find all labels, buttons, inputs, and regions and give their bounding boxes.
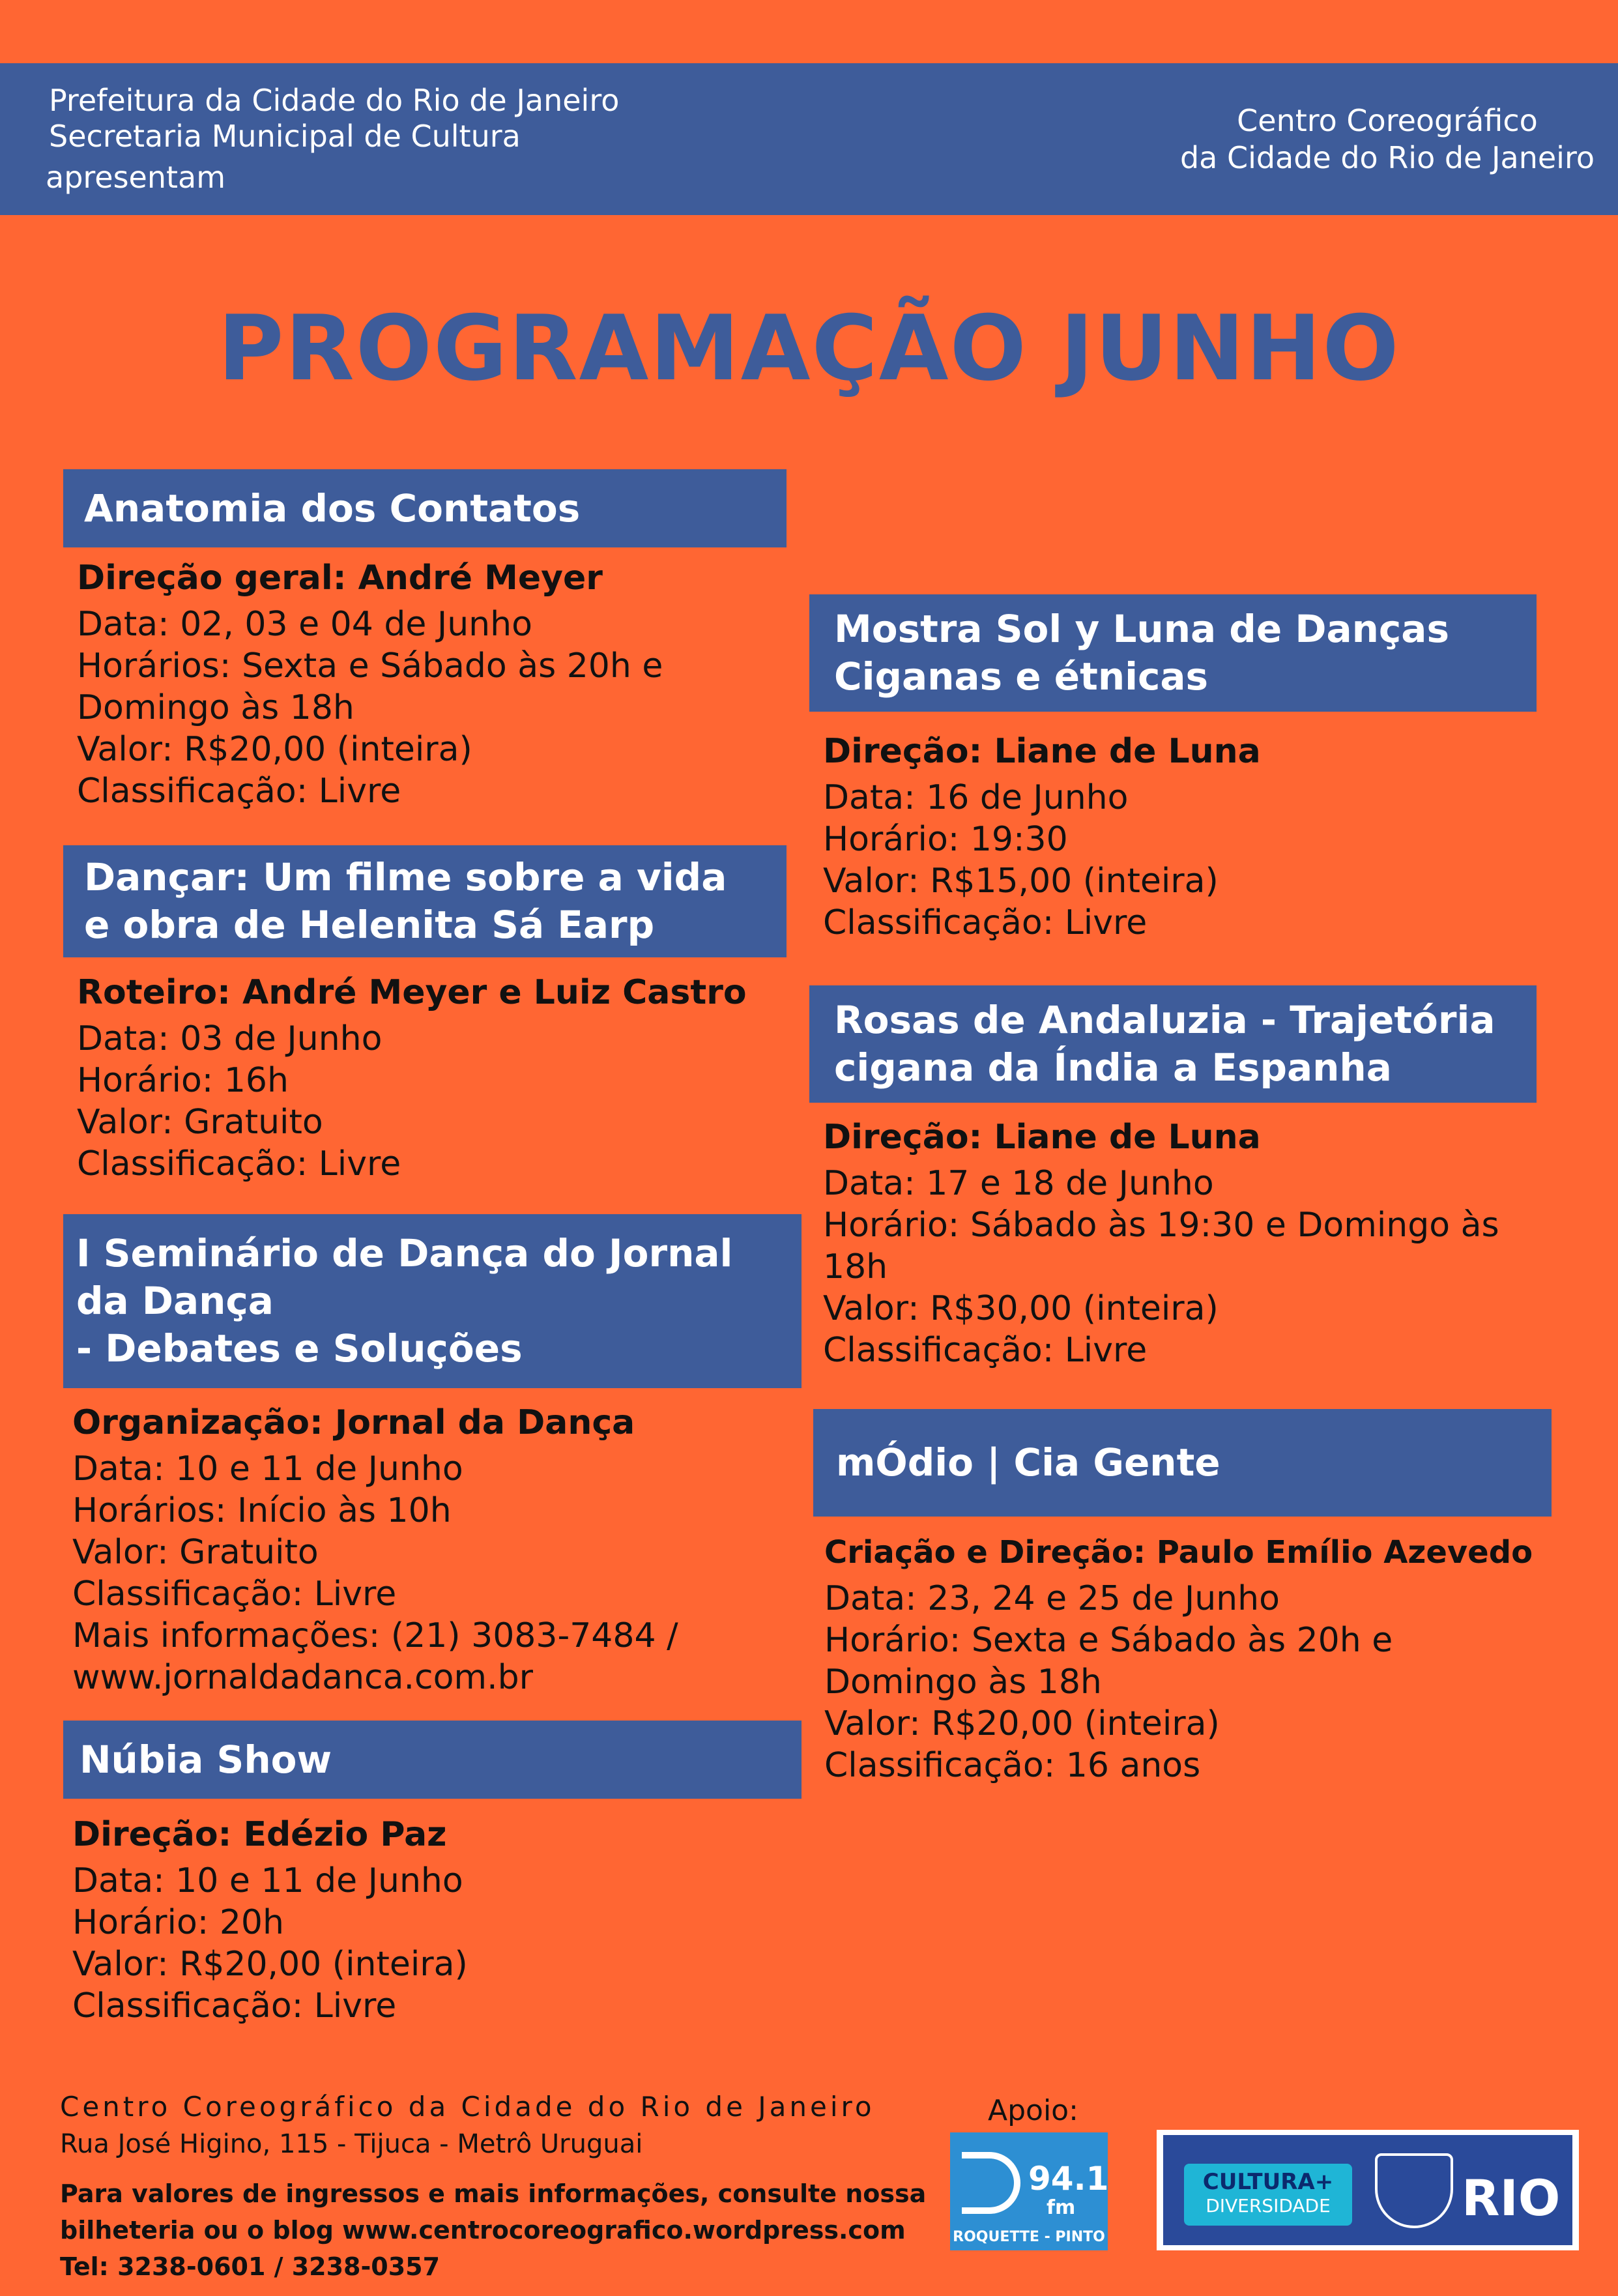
event-detail-line: Mais informações: (21) 3083-7484 / (72, 1616, 678, 1655)
event-title-line: - Debates e Soluções (76, 1326, 523, 1371)
radio-frequency: 94.1 (1028, 2160, 1109, 2198)
event-detail-line: 18h (823, 1247, 888, 1286)
radio-r-icon (962, 2152, 1020, 2214)
header-presenters (46, 83, 620, 196)
event-title-line: cigana da Índia a Espanha (834, 1045, 1392, 1090)
event-title-line: mÓdio | Cia Gente (836, 1440, 1221, 1485)
event-detail-line: Classificação: Livre (72, 1575, 397, 1614)
event-detail-line: Horário: 20h (72, 1903, 284, 1942)
header-bar (0, 63, 1618, 215)
event-details-nubia (72, 1812, 468, 2027)
header-line: Centro Coreográfico (1237, 103, 1538, 138)
event-title-line: Anatomia dos Contatos (84, 486, 581, 530)
event-detail-line: Classificação: Livre (77, 1144, 401, 1184)
event-detail-line: Horário: 16h (77, 1061, 289, 1100)
event-title-line: da Dança (76, 1279, 274, 1323)
footer-contact-line: Para valores de ingressos e mais informações, consulte nossa (60, 2179, 927, 2208)
event-detail-line: Classificação: Livre (823, 1331, 1148, 1370)
event-detail-line: Valor: R$20,00 (inteira) (77, 730, 472, 769)
event-detail-line: Valor: Gratuito (72, 1533, 319, 1572)
city-crest-icon (1375, 2153, 1453, 2228)
cultura-label: CULTURA+ (1202, 2169, 1334, 2195)
footer-contact (60, 2175, 926, 2285)
event-direction: Roteiro: André Meyer e Luiz Castro (77, 973, 747, 1012)
event-details-dancar (77, 970, 747, 1185)
page-title: PROGRAMAÇÃO JUNHO (218, 296, 1400, 401)
header-line: apresentam (46, 160, 226, 195)
event-detail-line: Classificação: Livre (72, 1986, 397, 2026)
radio-name: ROQUETTE - PINTO (953, 2229, 1105, 2245)
event-title-nubia (63, 1721, 802, 1799)
diversidade-label: DIVERSIDADE (1206, 2195, 1331, 2216)
event-direction: Direção: Edézio Paz (72, 1815, 447, 1854)
event-details-modio (824, 1530, 1533, 1786)
event-title-line: Rosas de Andaluzia - Trajetória (834, 998, 1495, 1042)
event-detail-line: Classificação: Livre (823, 903, 1148, 942)
event-direction: Direção: Liane de Luna (823, 1118, 1261, 1157)
event-detail-line: Data: 23, 24 e 25 de Junho (824, 1579, 1280, 1618)
event-detail-line: Data: 02, 03 e 04 de Junho (77, 605, 532, 644)
footer-contact-line: Tel: 3238-0601 / 3238-0357 (60, 2252, 441, 2281)
event-detail-line: Valor: R$30,00 (inteira) (823, 1289, 1219, 1328)
event-detail-line: Data: 10 e 11 de Junho (72, 1449, 463, 1489)
header-line: da Cidade do Rio de Janeiro (1179, 140, 1595, 175)
radio-fm: fm (1047, 2196, 1076, 2219)
event-title-seminario (63, 1214, 802, 1388)
event-detail-line: Valor: R$20,00 (inteira) (72, 1945, 468, 1984)
event-title-line: I Seminário de Dança do Jornal (76, 1231, 733, 1275)
event-title-modio (813, 1409, 1552, 1517)
event-title-line: Mostra Sol y Luna de Danças (834, 607, 1449, 651)
event-direction: Direção geral: André Meyer (77, 559, 603, 598)
event-details-anatomia (77, 555, 663, 812)
event-detail-line: Horário: Sábado às 19:30 e Domingo às (823, 1206, 1499, 1245)
event-detail-line: Horário: 19:30 (823, 820, 1068, 859)
event-detail-line: Classificação: Livre (77, 772, 401, 811)
support-label: Apoio: (988, 2094, 1078, 2127)
event-title-line: Núbia Show (79, 1737, 332, 1782)
event-detail-line: Data: 10 e 11 de Junho (72, 1861, 463, 1900)
event-detail-line: Horários: Sexta e Sábado às 20h e (77, 647, 663, 686)
header-line: Prefeitura da Cidade do Rio de Janeiro (49, 83, 620, 118)
radio-logo (950, 2132, 1108, 2250)
event-title-sol-y-luna (809, 594, 1537, 712)
event-details-sol-y-luna (823, 729, 1261, 944)
rio-logo (1157, 2130, 1579, 2250)
event-detail-line: Valor: R$20,00 (inteira) (824, 1704, 1220, 1743)
event-direction: Organização: Jornal da Dança (72, 1403, 635, 1442)
event-direction: Direção: Liane de Luna (823, 732, 1261, 771)
event-detail-line: Data: 03 de Junho (77, 1019, 383, 1058)
event-title-rosas (809, 985, 1537, 1103)
footer-contact-line: bilheteria ou o blog www.centrocoreografico.wordpress.com (60, 2216, 906, 2245)
event-details-rosas (823, 1114, 1499, 1371)
event-direction: Criação e Direção: Paulo Emílio Azevedo (824, 1534, 1533, 1571)
event-detail-line: Valor: Gratuito (77, 1103, 323, 1142)
event-detail-line: Horários: Início às 10h (72, 1491, 452, 1530)
event-detail-line: Domingo às 18h (824, 1663, 1102, 1702)
cultura-diversidade-logo (1184, 2164, 1352, 2226)
event-detail-line: Valor: R$15,00 (inteira) (823, 862, 1219, 901)
event-detail-line: www.jornaldadanca.com.br (72, 1658, 534, 1697)
event-detail-line: Horário: Sexta e Sábado às 20h e (824, 1621, 1393, 1660)
event-title-dancar (63, 845, 787, 957)
rio-logo-panel (1163, 2135, 1572, 2245)
header-line: Secretaria Municipal de Cultura (49, 119, 521, 154)
event-title-anatomia (63, 469, 787, 547)
footer-info (60, 2089, 926, 2285)
header-venue (1180, 102, 1595, 177)
event-title-line: e obra de Helenita Sá Earp (84, 903, 655, 947)
rio-label: RIO (1462, 2169, 1561, 2227)
footer-address: Rua José Higino, 115 - Tijuca - Metrô Uruguai (60, 2129, 643, 2159)
event-detail-line: Data: 16 de Junho (823, 778, 1129, 817)
event-title-line: Dançar: Um filme sobre a vida (84, 855, 727, 899)
event-details-seminario (72, 1400, 678, 1698)
event-detail-line: Domingo às 18h (77, 688, 354, 727)
event-detail-line: Classificação: 16 anos (824, 1746, 1201, 1785)
footer-venue: Centro Coreográfico da Cidade do Rio de Janeiro (60, 2091, 875, 2123)
event-detail-line: Data: 17 e 18 de Junho (823, 1164, 1214, 1203)
event-title-line: Ciganas e étnicas (834, 654, 1209, 699)
